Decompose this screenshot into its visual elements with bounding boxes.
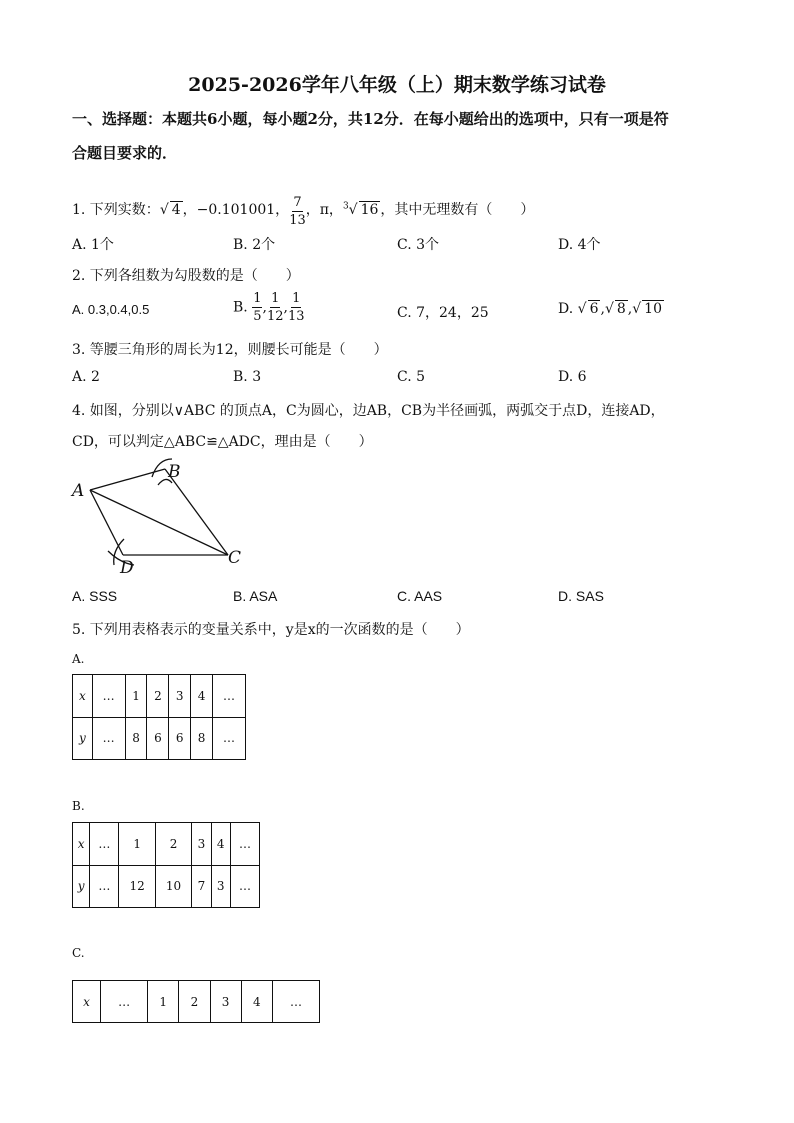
table-cell: 6 [169, 717, 191, 760]
table-cell: 2 [179, 981, 210, 1023]
table-cell: 1 [125, 675, 147, 718]
question-2: 2. 下列各组数为勾股数的是（ ） [72, 268, 300, 284]
table-cell: 10 [155, 865, 191, 908]
table-cell: 3 [210, 981, 241, 1023]
table-row [73, 823, 260, 866]
table-cell: 12 [119, 865, 155, 908]
table-cell: … [90, 823, 119, 866]
table-cell: 8 [191, 717, 213, 760]
q4-option-a: A. SSS [72, 588, 118, 604]
label-b: B [168, 462, 181, 482]
quadrilateral-figure [68, 455, 258, 580]
question-3: 3. 等腰三角形的周长为12，则腰长可能是（ ） [72, 342, 388, 358]
table-cell: 3 [211, 865, 230, 908]
table-cell: … [230, 865, 259, 908]
q5-table-c [72, 980, 320, 1023]
q5-table-a [72, 674, 246, 760]
table-cell: x [73, 981, 101, 1023]
q2-fraction-1 [252, 292, 262, 323]
q1-pi: ，π， [305, 202, 343, 218]
question-1: 1. 下列实数：√ 4 ，−0.101001， $\frac{7}{13}$ ，π，$^3$√ 16 ，其中无理数有（ ） [72, 195, 535, 228]
table-cell: 3 [169, 675, 191, 718]
table-cell: 1 [119, 823, 155, 866]
q5-table-c-label: C. [72, 946, 85, 960]
q2-frac2-den: 12 [266, 309, 284, 324]
q5-table-b [72, 822, 260, 908]
question-4-line1: 4. 如图，分别以∨ABC 的顶点A，C为圆心，边AB，CB为半径画弧，两弧交于点D，连接AD， [72, 403, 665, 419]
table-row [73, 981, 320, 1023]
table-cell: 4 [241, 981, 272, 1023]
label-a: A [72, 481, 85, 501]
table-cell: … [92, 675, 125, 718]
q2-frac2-num: 1 [271, 291, 280, 306]
q4-option-d: D. SAS [558, 588, 604, 604]
q2-option-d-label: D. [558, 301, 574, 317]
q1-prefix: 1. 下列实数： [72, 202, 160, 218]
q2-fraction-2 [267, 292, 284, 323]
q2-fraction-3 [288, 292, 305, 323]
q1-frac-den: 13 [289, 213, 306, 228]
q1-fraction [289, 196, 306, 227]
q2-option-b: B. $\frac{1}{5}$ , $\frac{1}{12}$ , $\frac{1}{13}$ [233, 291, 305, 324]
question-5: 5. 下列用表格表示的变量关系中，y是x的一次函数的是（ ） [72, 622, 470, 638]
q2-frac1-den: 5 [253, 309, 262, 324]
q1-frac-num: 7 [293, 195, 302, 210]
q4-option-b: B. ASA [233, 588, 278, 604]
table-cell: 4 [211, 823, 230, 866]
table-cell: … [101, 981, 148, 1023]
q1-option-a: A. 1个 [72, 237, 114, 253]
table-cell: y [73, 865, 90, 908]
q3-option-b: B. 3 [233, 369, 262, 385]
table-cell: 2 [147, 675, 169, 718]
q2-frac3-num: 1 [292, 291, 301, 306]
q2-rad-2: 8 [616, 301, 626, 317]
table-cell: 2 [155, 823, 191, 866]
q2-rad-1: 6 [589, 301, 599, 317]
q3-option-d: D. 6 [558, 369, 587, 385]
table-cell: 4 [191, 675, 213, 718]
table-cell: 7 [192, 865, 211, 908]
table-cell: 3 [192, 823, 211, 866]
table-cell: y [73, 717, 93, 760]
table-row [73, 865, 260, 908]
q5-table-b-label: B. [72, 799, 85, 813]
table-cell: … [230, 823, 259, 866]
q1-neg: ，−0.101001， [182, 202, 290, 218]
q2-frac1-num: 1 [253, 291, 262, 306]
section-heading-line1: 一、选择题：本题共6小题，每小题2分，共12分．在每小题给出的选项中，只有一项是符 [72, 110, 669, 128]
q3-option-c: C. 5 [397, 369, 426, 385]
q2-option-a: A. 0.3,0.4,0.5 [72, 302, 150, 317]
table-cell: x [73, 823, 90, 866]
page-title: 2025-2026学年八年级（上）期末数学练习试卷 [188, 74, 606, 96]
table-cell: 8 [125, 717, 147, 760]
label-d: D [120, 558, 134, 578]
q2-option-d: D. √ 6 ,√ 8 ,√ 10 [558, 301, 662, 317]
q1-option-c: C. 3个 [397, 237, 440, 253]
q1-cbrt-index: 3 [342, 201, 349, 212]
q1-sqrt4: 4 [171, 202, 181, 218]
label-c: C [228, 548, 242, 568]
table-cell: x [73, 675, 93, 718]
q1-option-d: D. 4个 [558, 237, 601, 253]
table-row [73, 717, 246, 760]
q1-option-b: B. 2个 [233, 237, 276, 253]
q3-option-a: A. 2 [72, 369, 100, 385]
table-cell: … [272, 981, 319, 1023]
q1-suffix: ，其中无理数有（ ） [380, 202, 535, 218]
table-cell: 6 [147, 717, 169, 760]
q2-option-c: C. 7，24，25 [397, 305, 489, 321]
table-cell: 1 [148, 981, 179, 1023]
table-cell: … [90, 865, 119, 908]
table-cell: … [92, 717, 125, 760]
q1-cbrt-radicand: 16 [360, 202, 379, 218]
q2-option-b-label: B. [233, 299, 248, 316]
q4-option-c: C. AAS [397, 588, 443, 604]
table-cell: … [213, 675, 246, 718]
q2-frac3-den: 13 [287, 309, 305, 324]
segment-ac [90, 490, 228, 555]
table-row [73, 675, 246, 718]
table-cell: … [213, 717, 246, 760]
q5-table-a-label: A. [72, 652, 85, 666]
question-4-line2: CD，可以判定△ABC≌△ADC，理由是（ ） [72, 434, 373, 450]
q2-rad-3: 10 [644, 301, 662, 317]
section-heading-line2: 合题目要求的． [72, 144, 178, 162]
